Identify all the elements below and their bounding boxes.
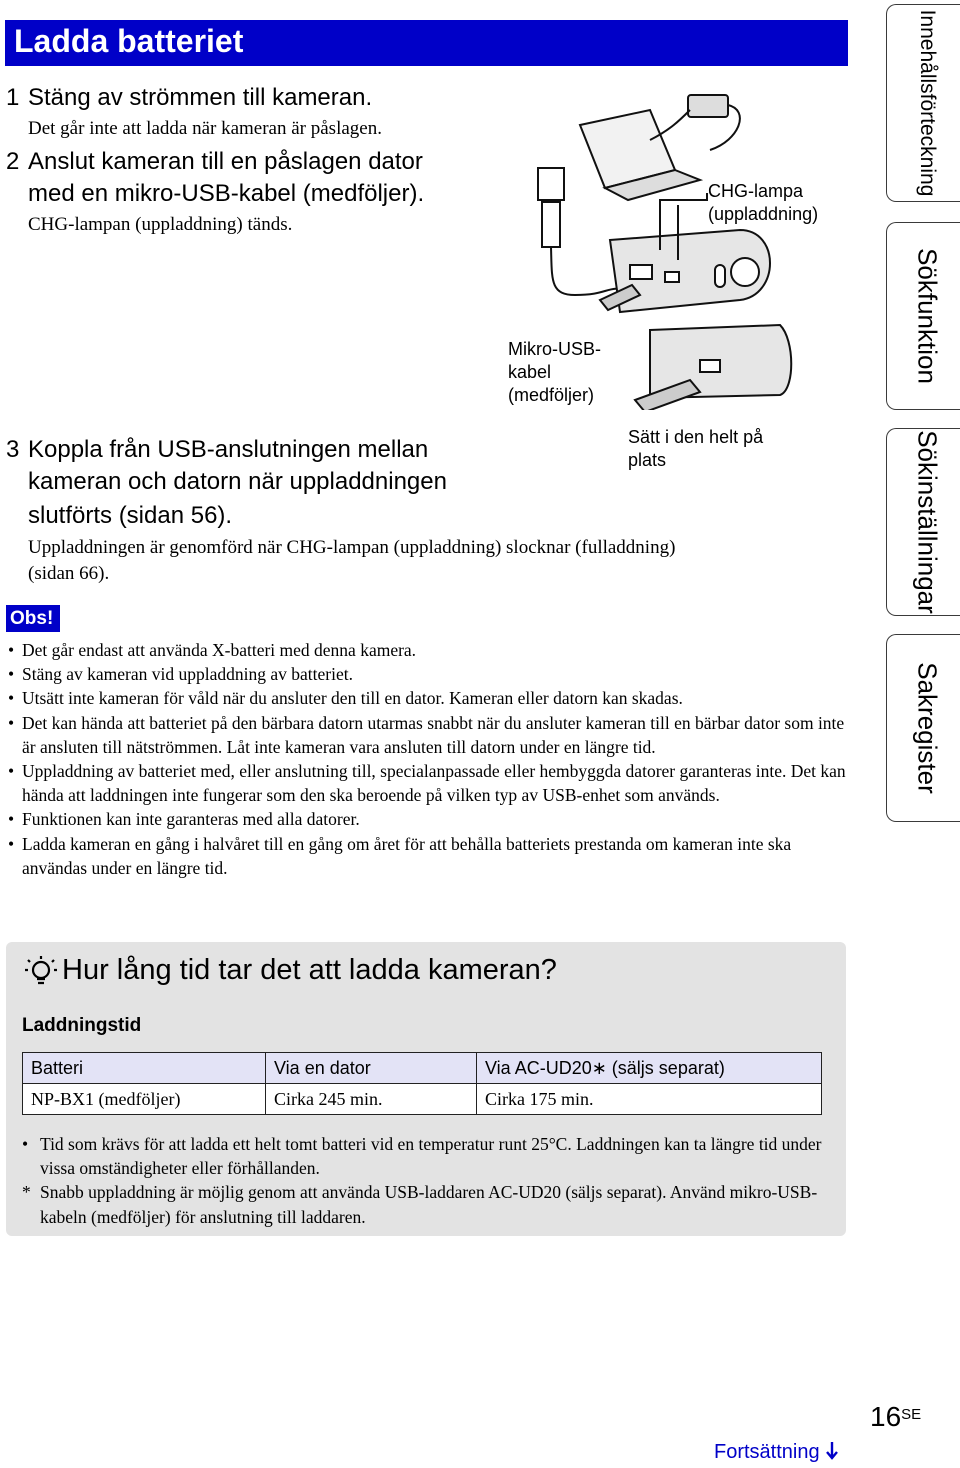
chg-lamp-label-2: (uppladdning) xyxy=(708,204,819,224)
step-3-note-line2: (sidan 66). xyxy=(28,563,110,584)
table-row xyxy=(23,1084,822,1115)
cable-label-2: kabel xyxy=(508,362,552,382)
step-1-note: Det går inte att ladda när kameran är påslagen. xyxy=(28,118,382,139)
list-item: • Funktionen kan inte garanteras med alla datorer. xyxy=(8,809,360,830)
insert-label-2: plats xyxy=(628,450,667,470)
table-cell: Cirka 245 min. xyxy=(266,1084,477,1115)
list-item: * Snabb uppladdning är möjlig genom att använda USB-laddaren AC-UD20 (säljs separat). Använd mikro-USB-kabeln (medföljer) för anslutning till laddaren. xyxy=(22,1182,818,1227)
page-number: $16^{SE}$ xyxy=(870,1401,922,1432)
list-item: • Stäng av kameran vid uppladdning av batteriet. xyxy=(8,664,353,685)
step-3-line2: kameran och datorn när uppladdningen xyxy=(28,468,447,495)
step-2-line2: med en mikro-USB-kabel (medföljer). xyxy=(28,180,425,207)
step-2-note: CHG-lampan (uppladdning) tänds. xyxy=(28,214,293,235)
obs-badge: Obs! xyxy=(6,605,60,632)
table-header-row xyxy=(23,1053,822,1084)
notes-list xyxy=(8,638,853,880)
page-title: Ladda batteriet xyxy=(14,23,244,59)
cable-label-3: (medföljer) xyxy=(508,385,595,405)
step-2-line1: Anslut kameran till en påslagen dator xyxy=(28,148,423,175)
step-3-note-line1: Uppladdningen är genomförd när CHG-lampan (uppladdning) slocknar (fulladdning) xyxy=(28,537,676,558)
tab-index[interactable]: Sakregister xyxy=(886,634,960,822)
step-3-line1: Koppla från USB-anslutningen mellan xyxy=(28,436,429,463)
chg-lamp-label-1: CHG-lampa xyxy=(708,181,804,201)
list-item: • Uppladdning av batteriet med, eller anslutning till, specialanpassade eller hembyggda datorer garanteras inte. Det kan hända att laddningen inte fungerar som den ska beroende på vilken typ av USB-enhet som används. xyxy=(8,761,846,806)
list-item: • Ladda kameran en gång i halvåret till en gång om året för att behålla batteriets prestanda om kameran inte ska användas under en längre tid. xyxy=(8,833,792,878)
table-header-cell: Via en dator xyxy=(266,1053,477,1084)
list-item: • Utsätt inte kameran för våld när du ansluter den till en dator. Kameran eller datorn kan skadas. xyxy=(8,688,683,709)
tip-title: Hur lång tid tar det att ladda kameran? xyxy=(62,954,557,986)
list-item: • Det kan hända att batteriet på den bärbara datorn utarmas snabbt när du ansluter kameran till en bärbar dator som inte är ansluten till nätströmmen. Låt inte kameran vara ansluten till datorn under en längre tid. xyxy=(8,712,845,757)
table-cell: Cirka 175 min. xyxy=(477,1084,822,1115)
cable-label-1: Mikro-USB- xyxy=(508,339,601,359)
table-header-cell: Batteri xyxy=(23,1053,266,1084)
table-header-cell: Via AC-UD20∗ (säljs separat) xyxy=(477,1053,822,1084)
list-item: • Tid som krävs för att ladda ett helt tomt batteri vid en temperatur runt 25°C. Laddningen kan ta längre tid under vissa omständigheter eller förhållanden. xyxy=(22,1134,822,1179)
continue-link[interactable]: Fortsättning xyxy=(714,1440,839,1464)
step-1-text: Stäng av strömmen till kameran. xyxy=(28,84,373,111)
table-cell: NP-BX1 (medföljer) xyxy=(23,1084,266,1115)
charge-time-table xyxy=(22,1052,822,1115)
tab-search-settings[interactable]: Sökinställningar xyxy=(886,428,960,616)
step-3-line3: slutförts (sidan 56). xyxy=(28,502,233,529)
tab-search-function[interactable]: Sökfunktion xyxy=(886,222,960,410)
tip-subtitle: Laddningstid xyxy=(22,1015,142,1036)
tip-notes-list xyxy=(22,1132,822,1229)
lightbulb-icon xyxy=(22,954,60,988)
list-item: • Det går endast att använda X-batteri med denna kamera. xyxy=(8,640,417,660)
arrow-down-icon xyxy=(825,1441,839,1461)
insert-label-1: Sätt i den helt på xyxy=(628,427,764,447)
step-1-number: 1 xyxy=(6,84,20,111)
tab-contents[interactable]: Innehållsförteckning xyxy=(886,4,960,202)
step-3-number: 3 xyxy=(6,436,20,463)
step-2-number: 2 xyxy=(6,148,20,175)
